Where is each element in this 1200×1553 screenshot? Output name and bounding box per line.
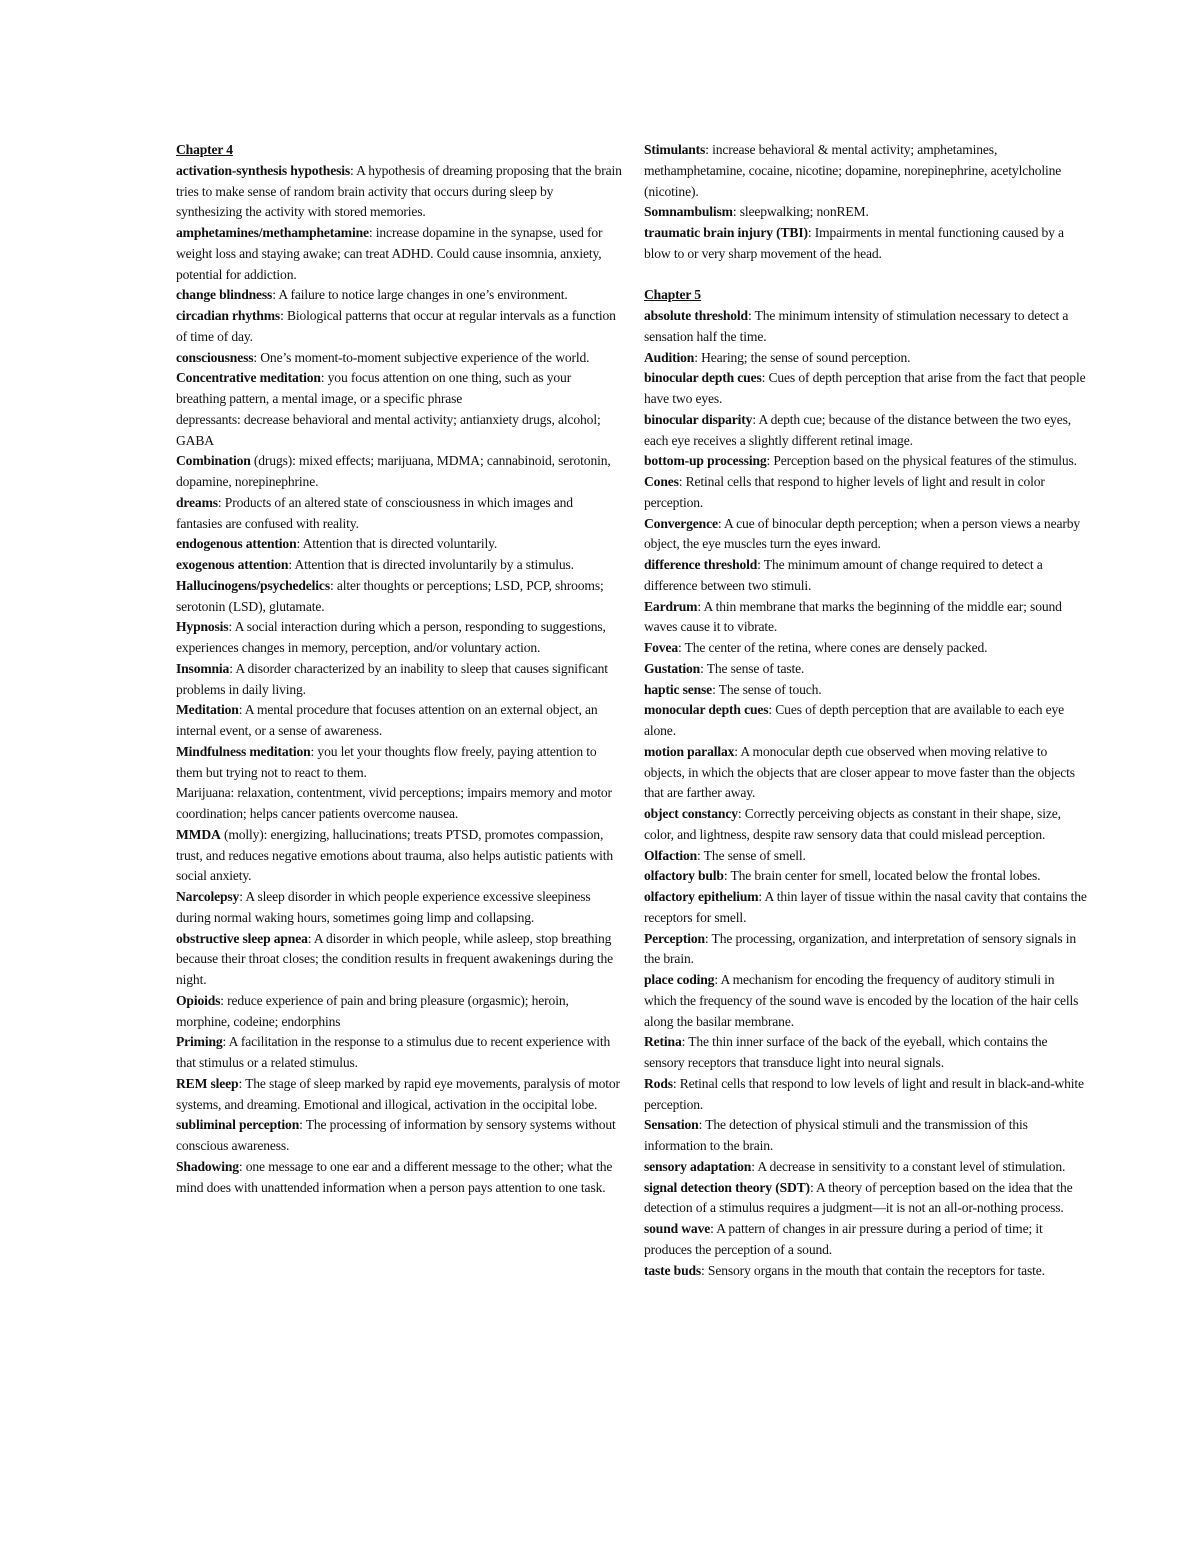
glossary-definition: (drugs): mixed effects; marijuana, MDMA; cannabinoid, serotonin, dopamine, norepinephrine. [176,453,611,489]
glossary-definition: : you let your thoughts flow freely, paying attention to them but trying not to react to them. [176,743,597,780]
glossary-term: Olfaction [644,847,698,863]
glossary-entry [644,202,1088,223]
glossary-entry [176,534,622,555]
glossary-definition: : A sleep disorder in which people experience excessive sleepiness during normal waking hours, sometimes going limp and collapsing. [176,889,591,925]
glossary-definition: : you focus attention on one thing, such as your breathing pattern, a mental image, or a specific phrase [176,370,572,406]
glossary-definition: : Retinal cells that respond to low levels of light and result in black-and-white perception. [644,1075,1084,1112]
glossary-definition: : The minimum amount of change required to detect a difference between two stimuli. [644,557,1043,593]
glossary-definition: : The sense of taste. [700,660,805,676]
glossary-definition: : A disorder characterized by an inability to sleep that causes significant problems in daily living. [176,660,608,697]
glossary-entry [644,451,1088,472]
glossary-definition: : Cues of depth perception that are available to each eye alone. [644,702,1065,738]
glossary-definition: depressants: decrease behavioral and mental activity; antianxiety drugs, alcohol; GABA [176,411,601,448]
glossary-entry [644,700,1088,742]
glossary-definition: : A theory of perception based on the idea that the detection of a stimulus requires a judgment—it is not an all-or-nothing process. [644,1179,1073,1216]
glossary-term: binocular disparity [644,411,753,427]
glossary-term: sensory adaptation [644,1158,752,1174]
glossary-definition: : A pattern of changes in air pressure during a period of time; it produces the perception of a sound. [644,1221,1043,1257]
glossary-term: Convergence [644,515,718,531]
glossary-definition: : The brain center for smell, located below the frontal lobes. [723,868,1041,884]
glossary-term: traumatic brain injury (TBI) [644,225,808,240]
glossary-term: REM sleep [176,1075,239,1091]
glossary-entry [644,659,1088,680]
glossary-term: Gustation [644,660,701,676]
glossary-definition: : A thin membrane that marks the beginning of the middle ear; sound waves cause it to vibrate. [644,598,1062,635]
glossary-term: activation-synthesis hypothesis [176,162,350,178]
glossary-entry [644,410,1088,452]
glossary-entry [176,493,622,535]
glossary-definition: Marijuana: relaxation, contentment, vivid perceptions; impairs memory and motor coordination; helps cancer patients overcome nausea. [176,785,612,821]
glossary-definition: : Impairments in mental functioning caused by a blow to or very sharp movement of the head. [644,225,1064,261]
glossary-entry [176,700,622,742]
glossary-term: Fovea [644,640,678,655]
glossary-definition: : one message to one ear and a different message to the other; what the mind does with unattended information when a person pays attention to one task. [176,1158,613,1195]
glossary-definition: : The processing of information by sensory systems without conscious awareness. [176,1117,616,1153]
glossary-entry [644,846,1088,867]
glossary-definition: : A cue of binocular depth perception; when a person views a nearby object, the eye muscles turn the eyes inward. [644,515,1081,552]
glossary-definition: : A facilitation in the response to a stimulus due to recent experience with that stimulus or a related stimulus. [176,1034,611,1070]
glossary-term: place coding [644,972,715,987]
glossary-entry [644,1074,1088,1116]
glossary-term: absolute threshold [644,308,748,323]
glossary-term: Audition [644,349,695,365]
glossary-entry [644,804,1088,846]
glossary-entry [176,223,622,285]
glossary-term: amphetamines/methamphetamine [176,225,369,240]
glossary-term: haptic sense [644,681,713,697]
glossary-term: Sensation [644,1117,699,1133]
glossary-definition: : The center of the retina, where cones are densely packed. [677,640,988,655]
glossary-definition: : Retinal cells that respond to higher levels of light and result in color perception. [644,474,1045,510]
glossary-term: Opioids [176,992,221,1008]
glossary-term: binocular depth cues [644,370,762,386]
glossary-definition: : The sense of smell. [697,847,806,863]
glossary-term: motion parallax [644,743,735,759]
glossary-term: Stimulants [644,142,706,157]
glossary-definition: : One’s moment-to-moment subjective experience of the world. [253,349,590,365]
glossary-definition: : The sense of touch. [712,681,822,697]
glossary-entry [644,1261,1088,1282]
glossary-entry [176,576,622,618]
blank-line [644,265,1088,286]
glossary-term: obstructive sleep apnea [176,930,308,946]
glossary-term: Meditation [176,702,239,718]
glossary-term: Rods [644,1075,673,1091]
glossary-definition: : Products of an altered state of consciousness in which images and fantasies are confused with reality. [176,494,573,531]
glossary-term: Concentrative meditation [176,370,321,386]
glossary-entry [644,680,1088,701]
glossary-term: Somnambulism [644,204,733,220]
chapter-heading: Chapter 4 [176,142,233,157]
glossary-definition: : Perception based on the physical features of the stimulus. [766,453,1077,469]
glossary-entry [644,1219,1088,1261]
glossary-definition: : A thin layer of tissue within the nasal cavity that contains the receptors for smell. [644,889,1087,925]
glossary-term: Insomnia [176,660,230,676]
glossary-term: consciousness [176,349,254,365]
glossary-entry [644,597,1088,639]
glossary-entry [644,866,1088,887]
glossary-entry [644,555,1088,597]
glossary-definition: : The processing, organization, and interpretation of sensory signals in the brain. [644,930,1077,967]
glossary-term: Retina [644,1034,682,1050]
glossary-definition: : A decrease in sensitivity to a constant level of stimulation. [751,1158,1066,1174]
glossary-definition: : A disorder in which people, while asleep, stop breathing because their throat closes; the condition results in frequent awakenings during the night. [176,930,613,987]
glossary-entry [644,1157,1088,1178]
glossary-entry [644,1032,1088,1074]
glossary-definition: : reduce experience of pain and bring pleasure (orgasmic); heroin, morphine, codeine; endorphins [176,992,569,1029]
glossary-term: signal detection theory (SDT) [644,1179,810,1195]
glossary-definition: : Hearing; the sense of sound perception. [694,349,911,365]
glossary-entry [644,929,1088,971]
glossary-term: Combination [176,453,251,469]
glossary-entry [176,825,622,887]
glossary-term: object constancy [644,806,738,821]
glossary-term: Hypnosis [176,619,229,635]
glossary-entry [644,140,1088,202]
glossary-entry [176,555,622,576]
glossary-entry [176,285,622,306]
glossary-definition: : The stage of sleep marked by rapid eye movements, paralysis of motor systems, and dreaming. Emotional and illogical, activation in the occipital lobe. [176,1075,620,1112]
glossary-entry [176,161,622,223]
glossary-entry [176,1157,622,1199]
glossary-entry [176,1032,622,1074]
glossary-term: taste buds [644,1262,702,1278]
glossary-entry [644,742,1088,804]
left-column [176,140,622,1198]
glossary-definition: : Correctly perceiving objects as constant in their shape, size, color, and lightness, despite raw sensory data that could mislead perception. [644,806,1061,842]
glossary-entry [644,887,1088,929]
glossary-term: Perception [644,930,705,946]
glossary-entry [644,472,1088,514]
glossary-entry [176,783,622,825]
glossary-definition: : A social interaction during which a person, responding to suggestions, experiences changes in memory, perception, and/or voluntary action. [176,619,606,655]
glossary-definition: : Biological patterns that occur at regular intervals as a function of time of day. [176,308,616,344]
glossary-entry [176,410,622,452]
glossary-term: Eardrum [644,598,698,614]
glossary-entry [644,1115,1088,1157]
glossary-entry [644,514,1088,556]
glossary-term: bottom-up processing [644,453,767,469]
glossary-entry [176,1115,622,1157]
right-column [644,140,1088,1281]
glossary-definition: : The detection of physical stimuli and the transmission of this information to the brain. [644,1117,1028,1153]
glossary-definition: : The minimum intensity of stimulation necessary to detect a sensation half the time. [644,308,1069,344]
glossary-entry [644,223,1088,265]
glossary-definition: : increase dopamine in the synapse, used for weight loss and staying awake; can treat ADHD. Could cause insomnia, anxiety, potential for addiction. [176,225,603,282]
glossary-definition: : A monocular depth cue observed when moving relative to objects, in which the objects that are closer appear to move faster than the objects that are farther away. [644,743,1075,801]
glossary-entry [176,617,622,659]
glossary-entry [176,742,622,784]
glossary-term: endogenous attention [176,536,297,552]
glossary-term: monocular depth cues [644,702,769,718]
glossary-entry [176,306,622,348]
glossary-entry [176,991,622,1033]
glossary-term: MMDA [176,826,221,842]
glossary-definition: : The thin inner surface of the back of the eyeball, which contains the sensory receptors that transduce light into neural signals. [644,1034,1048,1070]
glossary-term: Shadowing [176,1158,239,1174]
glossary-term: sound wave [644,1221,711,1236]
glossary-definition: : A mental procedure that focuses attention on an external object, an internal event, or a sense of awareness. [176,702,598,738]
chapter-heading: Chapter 5 [644,287,701,303]
glossary-term: Narcolepsy [176,889,240,904]
glossary-term: subliminal perception [176,1117,300,1133]
glossary-definition: : A hypothesis of dreaming proposing that the brain tries to make sense of random brain activity that occurs during sleep by synthesizing the activity with stored memories. [176,162,622,220]
glossary-term: difference threshold [644,557,758,572]
glossary-entry [644,1178,1088,1220]
glossary-term: exogenous attention [176,557,289,572]
glossary-definition: (molly): energizing, hallucinations; treats PTSD, promotes compassion, trust, and reduces negative emotions about trauma, also helps autistic patients with social anxiety. [176,826,614,884]
glossary-term: change blindness [176,287,273,303]
glossary-entry [176,659,622,701]
glossary-term: olfactory epithelium [644,889,759,904]
glossary-term: olfactory bulb [644,868,724,884]
glossary-term: dreams [176,494,218,510]
glossary-entry [176,887,622,929]
glossary-definition: : A mechanism for encoding the frequency of auditory stimuli in which the frequency of the sound wave is encoded by the location of the hair cells along the basilar membrane. [644,972,1079,1029]
glossary-entry [176,929,622,991]
glossary-definition: : sleepwalking; nonREM. [732,204,869,220]
glossary-entry [176,368,622,410]
glossary-entry [644,306,1088,348]
glossary-entry [644,638,1088,659]
glossary-definition: : Cues of depth perception that arise from the fact that people have two eyes. [644,370,1086,406]
glossary-term: Cones [644,474,679,489]
glossary-definition: : increase behavioral & mental activity; amphetamines, methamphetamine, cocaine, nicotine; dopamine, norepinephrine, acetylcholine (nicotine). [644,142,1062,199]
glossary-entry [644,368,1088,410]
glossary-term: Mindfulness meditation [176,743,311,759]
glossary-term: Priming [176,1034,223,1050]
glossary-entry [176,348,622,369]
glossary-definition: : alter thoughts or perceptions; LSD, PCP, shrooms; serotonin (LSD), glutamate. [176,577,604,614]
glossary-entry [644,970,1088,1032]
glossary-entry [176,1074,622,1116]
glossary-definition: : Sensory organs in the mouth that contain the receptors for taste. [701,1262,1045,1278]
glossary-term: Hallucinogens/psychedelics [176,577,330,593]
glossary-definition: : A failure to notice large changes in one’s environment. [272,287,568,303]
glossary-term: circadian rhythms [176,308,281,323]
glossary-entry [644,348,1088,369]
glossary-definition: : Attention that is directed involuntarily by a stimulus. [288,557,574,572]
glossary-definition: : Attention that is directed voluntarily. [296,536,498,552]
glossary-entry [176,451,622,493]
glossary-definition: : A depth cue; because of the distance between the two eyes, each eye receives a slightly different retinal image. [644,411,1071,448]
